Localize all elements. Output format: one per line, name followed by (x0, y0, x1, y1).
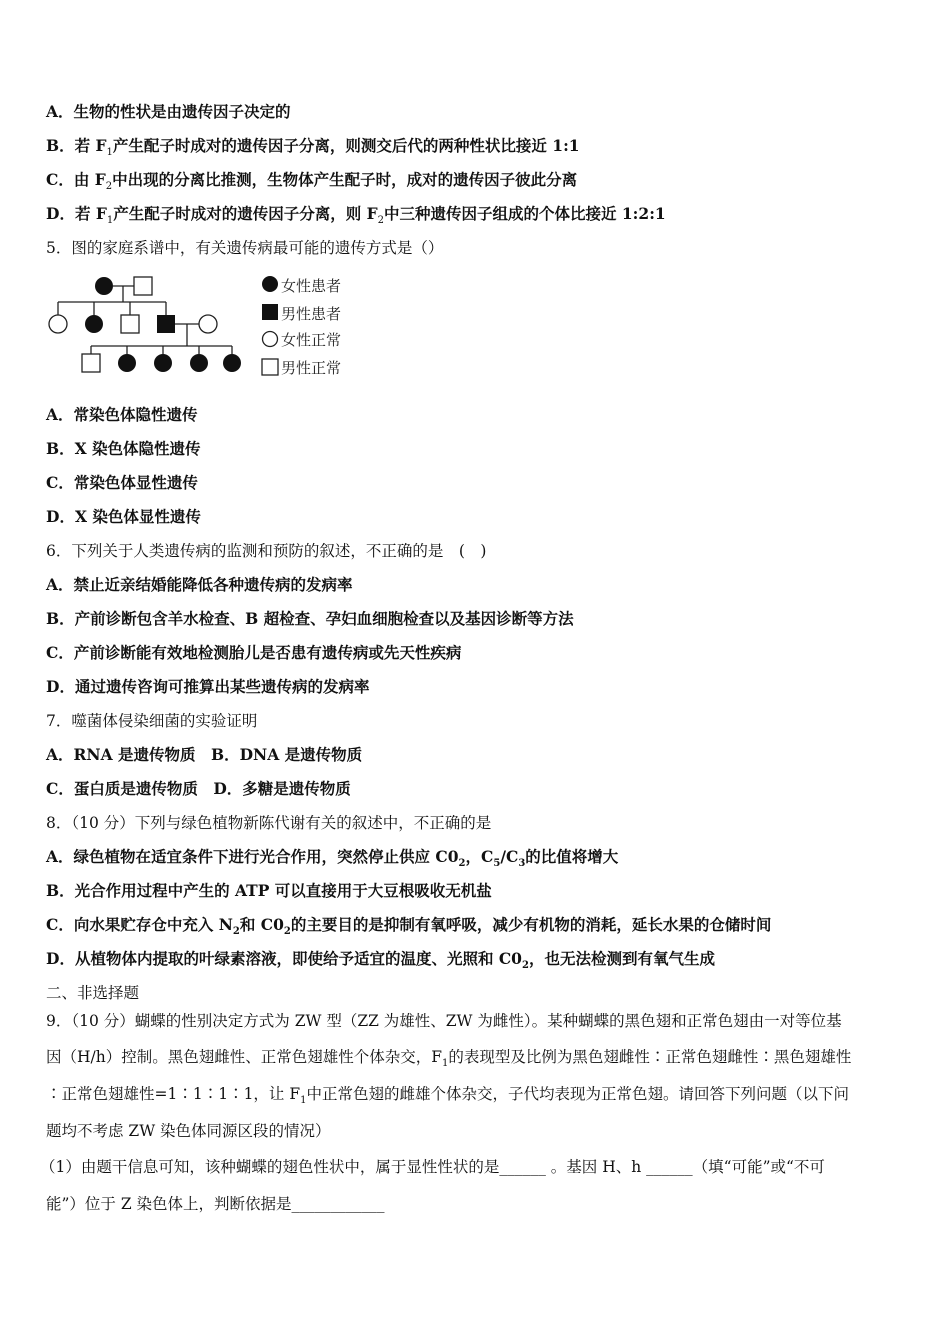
q8-option-a: A．绿色植物在适宜条件下进行光合作用，突然停止供应 $C0_2$，$C_5/C_3$的比值将增大 (46, 847, 619, 870)
q5-stem: 5．图的家庭系谱中，有关遗传病最可能的遗传方式是（） (46, 239, 444, 257)
q4-option-a: A．生物的性状是由遗传因子决定的 (46, 102, 291, 121)
pedigree-III4-affected-female (190, 354, 208, 372)
q8-option-c: C．向水果贮存仓中充入 $N_2$和 $C0_2$的主要目的是抑制有氧呼吸，减少有机物的消耗，延长水果的仓储时间 (46, 915, 772, 938)
q9-line-2: 因（H/h）控制。黑色翅雌性、正常色翅雄性个体杂交，$F_1$的表现型及比例为黑色翅雌性∶正常色翅雌性∶黑色翅雄性 (46, 1048, 852, 1070)
pedigree-I2-normal-male (134, 277, 152, 295)
pedigree-II1-normal-female (49, 315, 67, 333)
legend-normal-female: 女性正常 (281, 331, 342, 349)
q9-line-3: ∶正常色翅雄性=1∶1∶1∶1，让 $F_1$中正常色翅的雌雄个体杂交，子代均表现为正常色翅。请回答下列问题（以下问 (46, 1085, 850, 1107)
q9-line-1: 9．（10 分）蝴蝶的性别决定方式为 ZW 型（ZZ 为雄性、ZW 为雌性）。某种蝴蝶的黑色翅和正常色翅由一对等位基 (46, 1012, 842, 1030)
pedigree-III1-normal-male (82, 354, 100, 372)
q5-option-c: C．常染色体显性遗传 (46, 473, 198, 492)
q9-line-4: 题均不考虑 ZW 染色体同源区段的情况） (46, 1122, 331, 1140)
pedigree-III2-affected-female (118, 354, 136, 372)
q9-part1-line-1: （1）由题干信息可知，该种蝴蝶的翅色性状中，属于显性性状的是______ 。基因 H、h ______（填“可能”或“不可 (40, 1158, 825, 1176)
pedigree-II2-affected-female (85, 315, 103, 333)
q4-option-b: B．若 $F_1$产生配子时成对的遗传因子分离，则测交后代的两种性状比接近 1:1 (46, 136, 580, 159)
pedigree-II5-normal-female (199, 315, 217, 333)
q7-options-ab: A．RNA 是遗传物质 B．DNA 是遗传物质 (46, 745, 363, 764)
legend-normal-female-icon (263, 332, 278, 347)
pedigree-II3-normal-male (121, 315, 139, 333)
q6-stem: 6．下列关于人类遗传病的监测和预防的叙述，不正确的是 ( ) (46, 542, 487, 560)
q4-option-d: D．若 $F_1$产生配子时成对的遗传因子分离，则 $F_2$中三种遗传因子组成的个体比接近 1:2:1 (46, 204, 666, 227)
q6-option-c: C．产前诊断能有效地检测胎儿是否患有遗传病或先天性疾病 (46, 643, 462, 662)
q8-stem: 8．（10 分）下列与绿色植物新陈代谢有关的叙述中，不正确的是 (46, 814, 492, 832)
q6-option-b: B．产前诊断包含羊水检查、B 超检查、孕妇血细胞检查以及基因诊断等方法 (46, 609, 574, 628)
legend-affected-female: 女性患者 (281, 277, 342, 295)
pedigree-II4-affected-male (157, 315, 175, 333)
legend-affected-male-icon (262, 304, 278, 320)
q9-part1-line-2: 能”）位于 Z 染色体上，判断依据是____________ (46, 1195, 385, 1213)
pedigree-I1-affected-female (95, 277, 113, 295)
q4-option-c: C．由 $F_2$中出现的分离比推测，生物体产生配子时，成对的遗传因子彼此分离 (46, 170, 578, 193)
legend-normal-male: 男性正常 (281, 359, 342, 377)
legend-normal-male-icon (262, 359, 278, 375)
q5-option-d: D．X 染色体显性遗传 (46, 507, 201, 526)
q7-stem: 7．噬菌体侵染细菌的实验证明 (46, 712, 258, 730)
q8-option-b: B．光合作用过程中产生的 ATP 可以直接用于大豆根吸收无机盐 (46, 881, 492, 900)
legend-affected-male: 男性患者 (281, 305, 342, 323)
pedigree-chart (44, 272, 364, 382)
legend-affected-female-icon (262, 276, 278, 292)
section-title: 二、非选择题 (46, 984, 140, 1002)
q7-options-cd: C．蛋白质是遗传物质 D．多糖是遗传物质 (46, 779, 351, 798)
q6-option-a: A．禁止近亲结婚能降低各种遗传病的发病率 (46, 575, 353, 594)
q5-option-a: A．常染色体隐性遗传 (46, 405, 198, 424)
pedigree-III5-affected-female (223, 354, 241, 372)
q8-option-d: D．从植物体内提取的叶绿素溶液，即使给予适宜的温度、光照和 $C0_2$，也无法检测到有氧气生成 (46, 949, 715, 972)
q5-option-b: B．X 染色体隐性遗传 (46, 439, 201, 458)
q6-option-d: D．通过遗传咨询可推算出某些遗传病的发病率 (46, 677, 370, 696)
pedigree-III3-affected-female (154, 354, 172, 372)
